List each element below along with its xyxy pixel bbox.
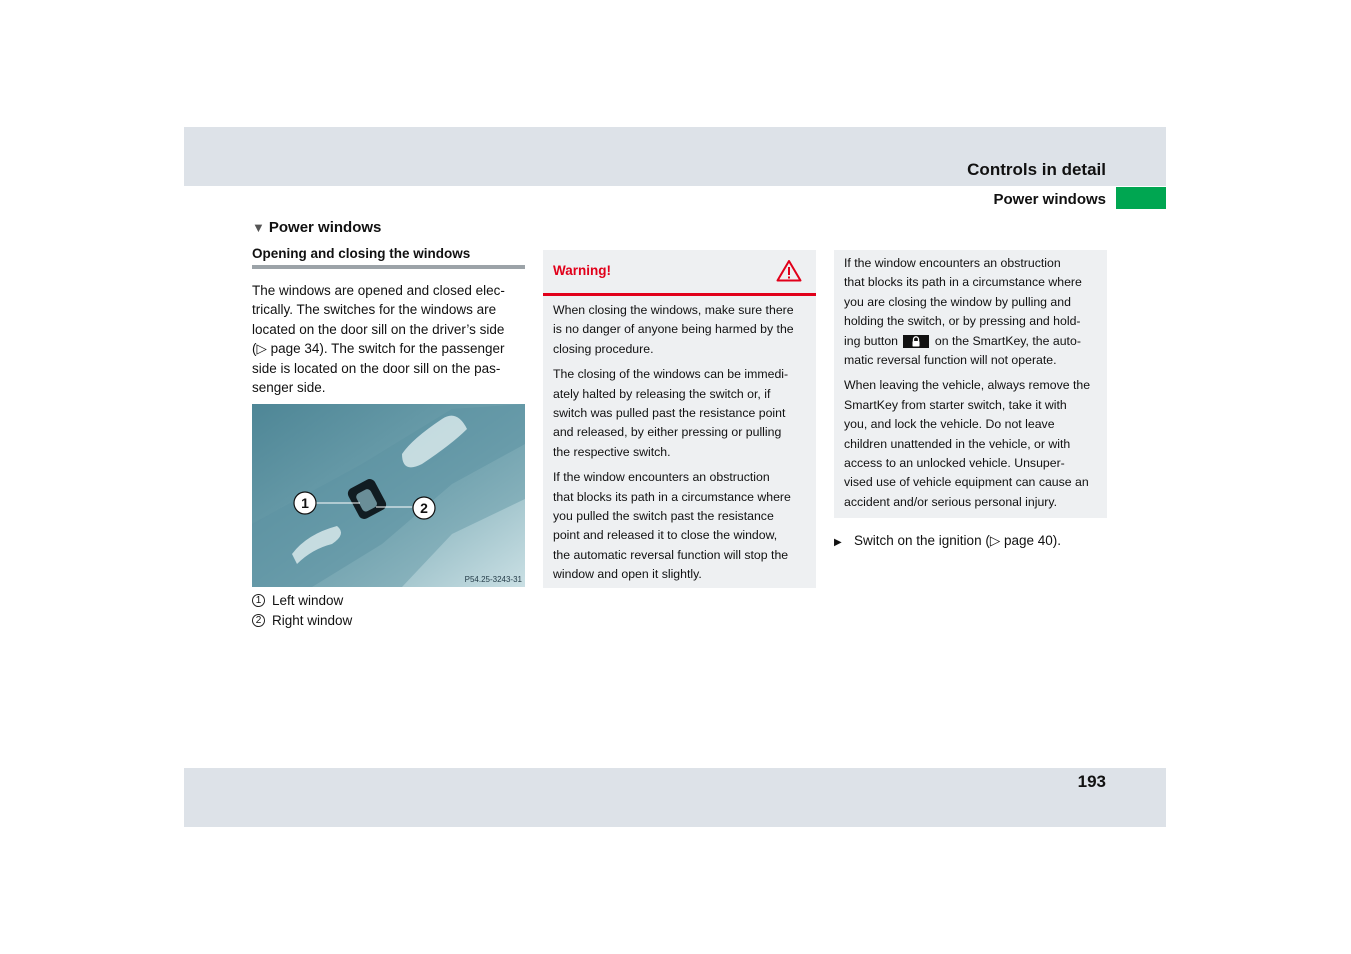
intro-line: (▷ page 34). The switch for the passenger [252, 341, 505, 357]
warning-label: Warning! [553, 263, 611, 278]
warning-line: ing button [844, 333, 899, 348]
warning-continued-box [834, 250, 1107, 518]
page-number: 193 [1077, 772, 1106, 791]
intro-line: The windows are opened and closed elec- [252, 283, 505, 298]
warning-header [543, 250, 816, 296]
warning-triangle-icon [776, 259, 802, 287]
warning-box [543, 250, 816, 588]
figure-callout-1: 1 [301, 495, 309, 511]
section-tab-marker [1116, 187, 1166, 209]
heading-marker-icon: ▼ [252, 220, 265, 235]
warning-line: vised use of vehicle equipment can cause an [844, 475, 1089, 490]
warning-line: children unattended in the vehicle, or with [844, 436, 1071, 451]
step-arrow-icon: ▶ [834, 537, 842, 548]
intro-line: side is located on the door sill on the pas- [252, 360, 501, 376]
warning-line: the respective switch. [553, 444, 671, 459]
page-heading [252, 219, 381, 236]
warning-line: that blocks its path in a circumstance where [844, 275, 1082, 290]
warning-line: and released, by either pressing or pulling [553, 425, 782, 440]
intro-line: senger side. [252, 380, 326, 396]
warning-line: matic reversal function will not operate. [844, 353, 1057, 368]
step-text: Switch on the ignition (▷ page 40). [854, 533, 1062, 548]
warning-paragraph [543, 468, 816, 584]
subheading: Opening and closing the windows [252, 246, 525, 269]
lock-key-icon [903, 335, 929, 348]
intro-paragraph [252, 281, 525, 397]
warning-line: you, and lock the vehicle. Do not leave [844, 417, 1055, 432]
figure-code: P54.25-3243-31 [464, 575, 522, 584]
warning-line: window and open it slightly. [553, 567, 702, 582]
warning-line: The closing of the windows can be immedi- [553, 367, 789, 382]
page-heading-text: Power windows [268, 219, 382, 236]
warning-line: the automatic reversal function will stop the [553, 547, 789, 562]
warning-line: SmartKey from starter switch, take it with [844, 397, 1067, 412]
warning-line: closing procedure. [553, 341, 654, 356]
warning-line: access to an unlocked vehicle. Unsuper- [844, 456, 1065, 471]
warning-line: switch was pulled past the resistance point [553, 406, 786, 421]
warning-line: you pulled the switch past the resistance [553, 509, 774, 524]
warning-line: point and released it to close the window, [553, 528, 778, 543]
warning-paragraph [834, 254, 1107, 370]
instruction-step [834, 533, 1107, 549]
warning-line: is no danger of anyone being harmed by the [553, 322, 794, 337]
legend-number: 1 [252, 594, 265, 607]
warning-line: When closing the windows, make sure there [553, 303, 794, 317]
warning-paragraph [543, 365, 816, 462]
warning-paragraph [834, 376, 1107, 512]
warning-line: accident and/or serious personal injury. [844, 494, 1058, 509]
window-switch-figure [252, 404, 525, 587]
intro-line: trically. The switches for the windows are [252, 302, 497, 318]
warning-line: that blocks its path in a circumstance where [553, 489, 791, 504]
chapter-title: Controls in detail [967, 160, 1106, 179]
legend-item [252, 613, 352, 628]
intro-line: located on the door sill on the driver’s side [252, 321, 505, 337]
warning-line: If the window encounters an obstruction [844, 256, 1061, 270]
warning-line: on the SmartKey, the auto- [934, 333, 1081, 348]
legend-item [252, 593, 343, 608]
legend-label: Left window [272, 593, 344, 608]
figure-illustration [252, 404, 525, 587]
legend-number: 2 [252, 614, 265, 627]
warning-line: If the window encounters an obstruction [553, 470, 770, 485]
legend-label: Right window [272, 613, 353, 628]
footer-band [184, 768, 1166, 827]
warning-line: holding the switch, or by pressing and hold- [844, 314, 1081, 329]
warning-line: When leaving the vehicle, always remove the [844, 378, 1091, 393]
warning-line: ately halted by releasing the switch or, if [553, 386, 771, 401]
section-title: Power windows [993, 191, 1106, 208]
figure-callout-2: 2 [420, 500, 428, 516]
warning-line: you are closing the window by pulling and [844, 294, 1071, 309]
warning-paragraph [543, 301, 816, 359]
